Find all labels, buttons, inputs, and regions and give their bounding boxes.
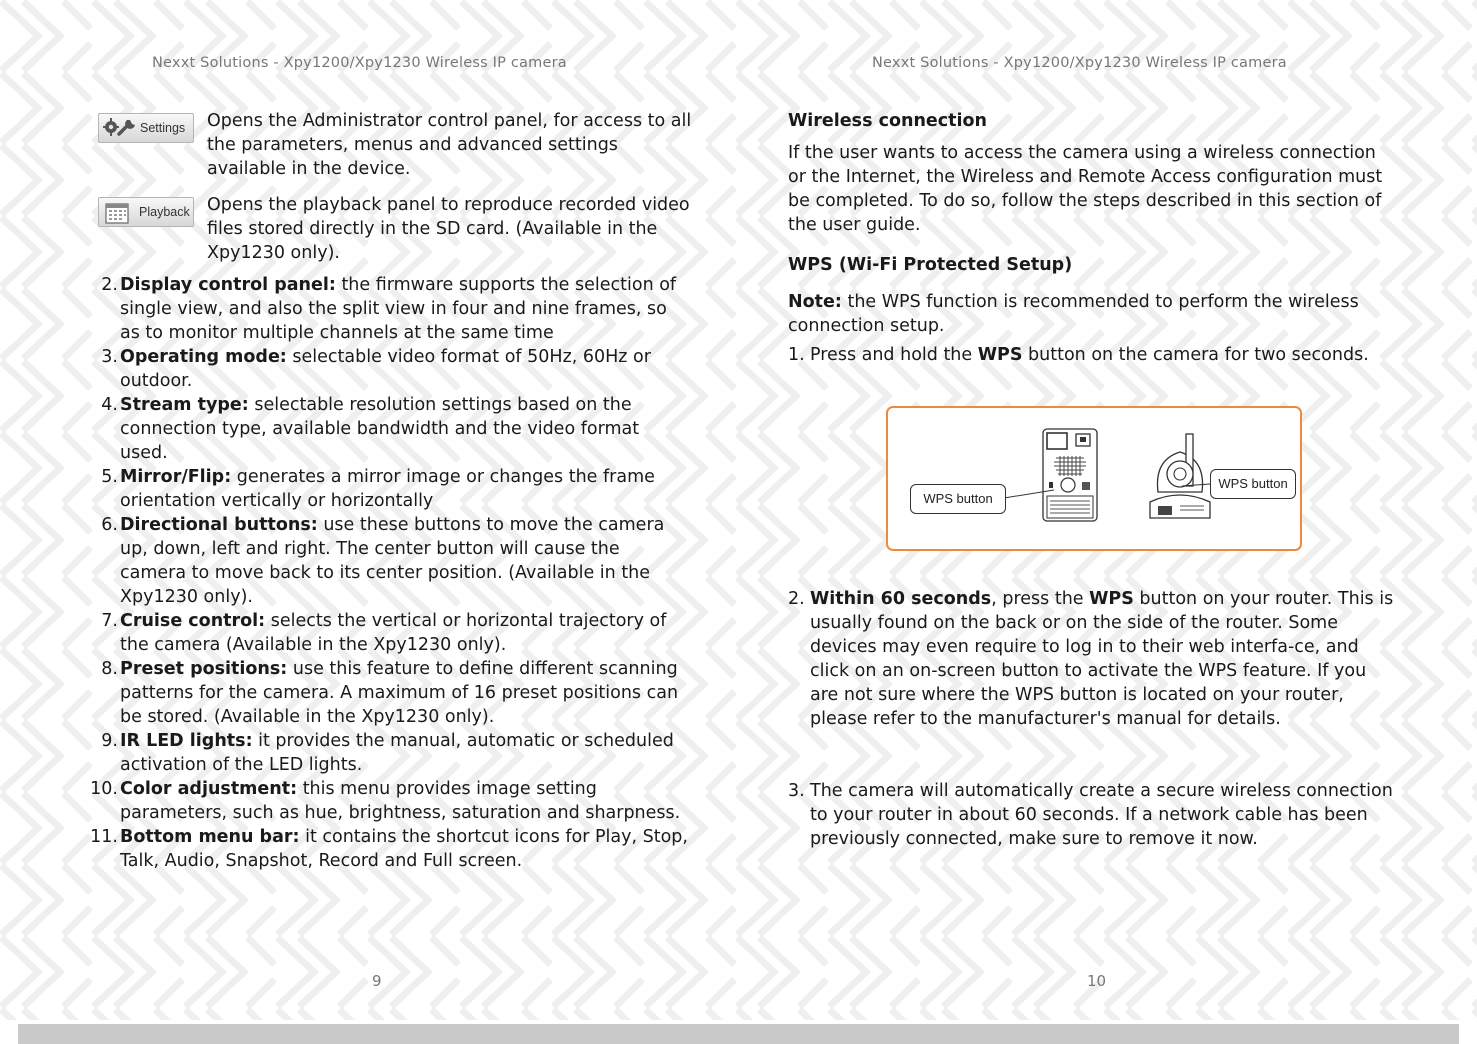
list-item: 2. Display control panel: the firmware supports the selection of single view, and also the split view in four and nine frames, so as to monitor multiple channels at the same time xyxy=(101,275,677,343)
wps-title: WPS (Wi-Fi Protected Setup) xyxy=(788,255,1073,275)
list-item: 8. Preset positions: use this feature to define different scanning patterns for the camera. A maximum of 16 preset positions can be stored. (Available in the Xpy1230 only). xyxy=(101,659,679,727)
calendar-icon xyxy=(103,202,131,224)
item-text: the firmware supports the selection of single view, and also the split view in four and nine frames, so as to monitor multiple channels at the same time xyxy=(120,275,677,343)
item-text: use these buttons to move the camera up, down, left and right. The center button will cause the camera to move back to its center position. (Available in the Xpy1230 only). xyxy=(120,515,665,607)
settings-icon-row xyxy=(98,109,698,184)
list-item: 4. Stream type: selectable resolution settings based on the connection type, available bandwidth and the video format used. xyxy=(101,395,640,463)
settings-button[interactable] xyxy=(98,113,194,143)
section-title: Wireless connection xyxy=(788,111,987,131)
list-item: 11. Bottom menu bar: it contains the shortcut icons for Play, Stop, Talk, Audio, Snapshot, Record and Full screen. xyxy=(90,827,688,871)
wps-button-callout-left: WPS button xyxy=(910,484,1006,514)
item-term: Preset positions: xyxy=(120,659,288,679)
settings-button-label: Settings xyxy=(140,121,186,135)
note-paragraph xyxy=(788,290,1398,338)
item-term: Stream type: xyxy=(120,395,249,415)
playback-description: Opens the playback panel to reproduce recorded video files stored directly in the SD card. (Available in the Xpy1230 only). xyxy=(207,195,690,263)
item-text: it contains the shortcut icons for Play, Stop, Talk, Audio, Snapshot, Record and Full screen. xyxy=(120,827,688,871)
item-text: selects the vertical or horizontal trajectory of the camera (Available in the Xpy1230 only). xyxy=(120,611,667,655)
list-item: 5. Mirror/Flip: generates a mirror image or changes the frame orientation vertically or horizontally xyxy=(101,467,655,511)
item-term: Operating mode: xyxy=(120,347,287,367)
item-term: Directional buttons: xyxy=(120,515,318,535)
playback-button-label: Playback xyxy=(139,205,190,219)
item-term: Mirror/Flip: xyxy=(120,467,232,487)
list-item: 7. Cruise control: selects the vertical or horizontal trajectory of the camera (Available in the Xpy1230 only). xyxy=(101,611,667,655)
page-number: 10 xyxy=(1087,972,1107,990)
wrench-gear-icon xyxy=(103,118,137,138)
bottom-bar xyxy=(18,1024,1459,1044)
item-text: this menu provides image setting parameters, such as hue, brightness, saturation and sharpness. xyxy=(120,779,681,823)
list-item: 6. Directional buttons: use these buttons to move the camera up, down, left and right. The center button will cause the camera to move back to its center position. (Available in the Xpy1230 only). xyxy=(101,515,665,607)
list-item: 3. Operating mode: selectable video format of 50Hz, 60Hz or outdoor. xyxy=(101,347,651,391)
list-item: 10. Color adjustment: this menu provides image setting parameters, such as hue, brightness, saturation and sharpness. xyxy=(90,779,681,823)
page-number: 9 xyxy=(372,972,382,990)
item-text: selectable video format of 50Hz, 60Hz or outdoor. xyxy=(120,347,651,391)
intro-paragraph: If the user wants to access the camera using a wireless connection or the Internet, the Wireless and Remote Access configuration must be completed. To do so, follow the steps described in this section of the user guide. xyxy=(788,143,1383,235)
item-term: Color adjustment: xyxy=(120,779,298,799)
note-label: Note: xyxy=(788,292,842,312)
wps-button-figure xyxy=(886,406,1302,551)
playback-icon-row xyxy=(98,193,698,268)
item-text: generates a mirror image or changes the frame orientation vertically or horizontally xyxy=(120,467,655,511)
item-text: selectable resolution settings based on the connection type, available bandwidth and the video format used. xyxy=(120,395,640,463)
right-page: Nexxt Solutions - Xpy1200/Xpy1230 Wireless IP camera Wireless connection If the user wants to access the camera using a wireless connection or the Internet, the Wireless and Remote Access configuration must be completed. To do so, follow the steps described in this section of the user guide. WPS (Wi-Fi Protected Setup) Note: the WPS function is recommended to perform the wireless connection setup. 1. Press and hold the WPS button on the camera for two seconds. WPS button WPS button 2. Within 60 seconds, press the WPS button on your router. This is usually found on the back or on the side of the router. Some devices may even require to log in to their web interfa-ce, and click on an on-screen button to activate the WPS feature. If you are not sure where the WPS button is located on your router, please refer to the manufacturer's manual for details. 3. The camera will automatically create a secure wireless connection to your router in about 60 seconds. If a network cable has been previously connected, make sure to remove it now. 10 xyxy=(738,0,1477,1020)
feature-list xyxy=(68,273,688,873)
playback-button[interactable] xyxy=(98,197,194,227)
wps-button-callout-right: WPS button xyxy=(1210,469,1296,499)
item-text: use this feature to define different scanning patterns for the camera. A maximum of 16 preset positions can be stored. (Available in the Xpy1230 only). xyxy=(120,659,679,727)
item-term: Cruise control: xyxy=(120,611,266,631)
page-header: Nexxt Solutions - Xpy1200/Xpy1230 Wireless IP camera xyxy=(152,55,567,71)
page-header: Nexxt Solutions - Xpy1200/Xpy1230 Wireless IP camera xyxy=(872,55,1287,71)
left-page xyxy=(0,0,738,1020)
note-text: the WPS function is recommended to perform the wireless connection setup. xyxy=(788,292,1359,336)
list-item: 9. IR LED lights: it provides the manual, automatic or scheduled activation of the LED lights. xyxy=(101,731,674,775)
item-term: IR LED lights: xyxy=(120,731,253,751)
item-term: Display control panel: xyxy=(120,275,336,295)
item-term: Bottom menu bar: xyxy=(120,827,300,847)
item-text: it provides the manual, automatic or scheduled activation of the LED lights. xyxy=(120,731,674,775)
settings-description: Opens the Administrator control panel, for access to all the parameters, menus and advanced settings available in the device. xyxy=(207,111,692,179)
